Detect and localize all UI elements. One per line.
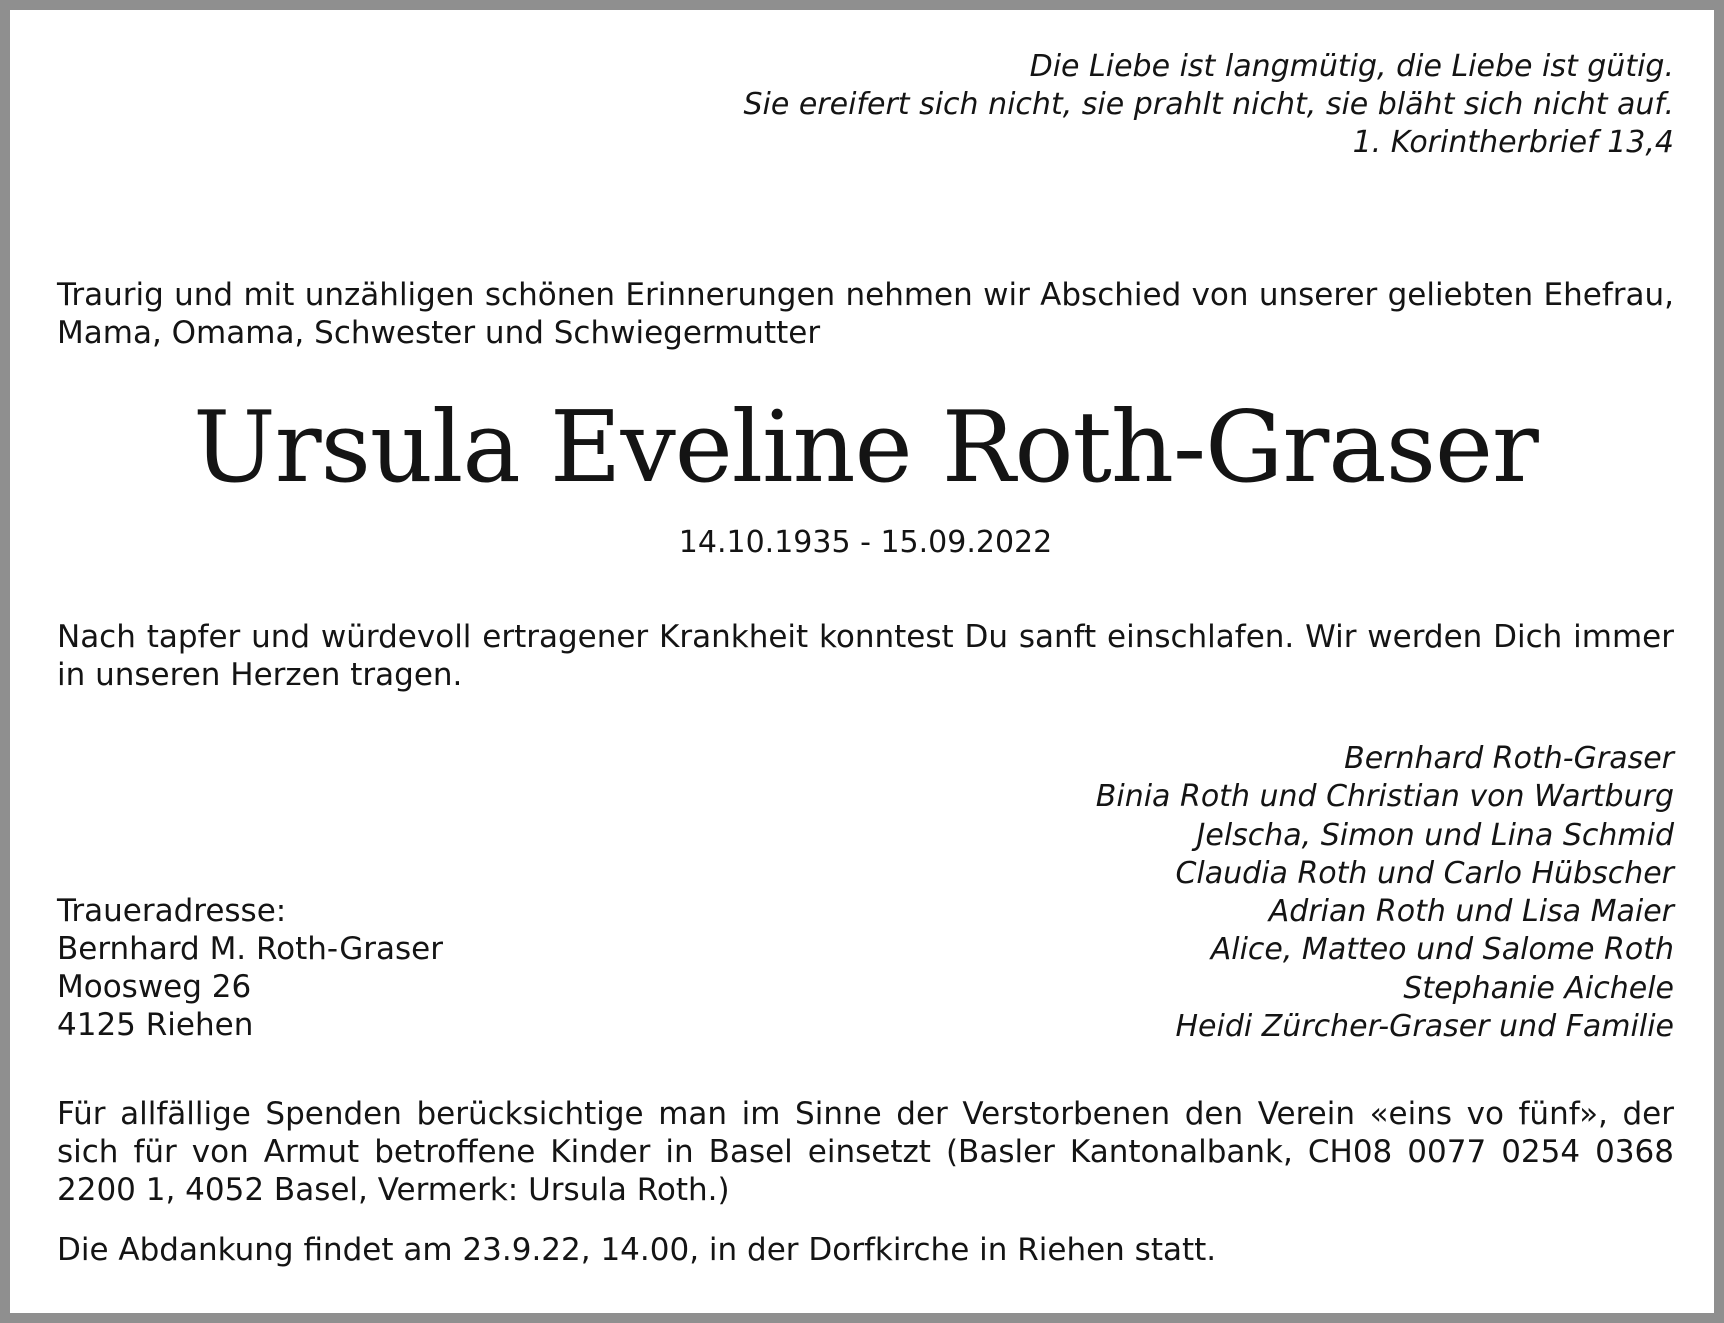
bible-quote (743, 48, 1674, 162)
signatory: Binia Roth und Christian von Wartburg (1095, 779, 1674, 815)
quote-reference: 1. Korintherbrief 13,4 (1352, 125, 1674, 160)
signatory: Stephanie Aichele (1403, 970, 1674, 1006)
signatories-list (1096, 740, 1674, 1046)
quote-line-1: Die Liebe ist langmütig, die Liebe ist gütig. (1029, 49, 1674, 84)
signatory: Adrian Roth und Lisa Maier (1268, 894, 1674, 930)
address-line: Bernhard M. Roth-Graser (57, 931, 443, 967)
signatory: Alice, Matteo und Salome Roth (1210, 932, 1674, 968)
signatory: Heidi Zürcher-Graser und Familie (1175, 1009, 1674, 1045)
illness-text: Nach tapfer und würdevoll ertragener Krankheit konntest Du sanft einschlafen. Wir werden Dich immer in unseren Herzen tragen. (57, 619, 1674, 693)
signatory: Bernhard Roth-Graser (1344, 741, 1674, 776)
ceremony-text: Die Abdankung findet am 23.9.22, 14.00, in der Dorfkirche in Riehen statt. (57, 1232, 1217, 1268)
intro-text: Traurig und mit unzähligen schönen Erinnerungen nehmen wir Abschied von unserer geliebten Ehefrau, Mama, Omama, Schwester und Schwiegermutter (57, 277, 1674, 351)
address-line: 4125 Riehen (57, 1007, 254, 1043)
life-dates: 14.10.1935 - 15.09.2022 (678, 525, 1053, 560)
deceased-name: Ursula Eveline Roth-Graser (193, 391, 1538, 505)
signatory: Jelscha, Simon und Lina Schmid (1196, 817, 1674, 853)
mourning-address (57, 892, 443, 1044)
address-heading: Traueradresse: (57, 893, 287, 929)
address-line: Moosweg 26 (57, 969, 252, 1005)
quote-line-2: Sie ereifert sich nicht, sie prahlt nicht, sie bläht sich nicht auf. (743, 87, 1674, 122)
signatory: Claudia Roth und Carlo Hübscher (1175, 855, 1674, 891)
donations-text: Für allfällige Spenden berücksichtige man im Sinne der Verstorbenen den Verein «eins vo fünf», der sich für von Armut betroffene Kinder in Basel einsetzt (Basler Kantonalbank, CH08 0077 0254 0368 2200 1, 4052 Basel, Vermerk: Ursula Roth.) (57, 1096, 1674, 1208)
